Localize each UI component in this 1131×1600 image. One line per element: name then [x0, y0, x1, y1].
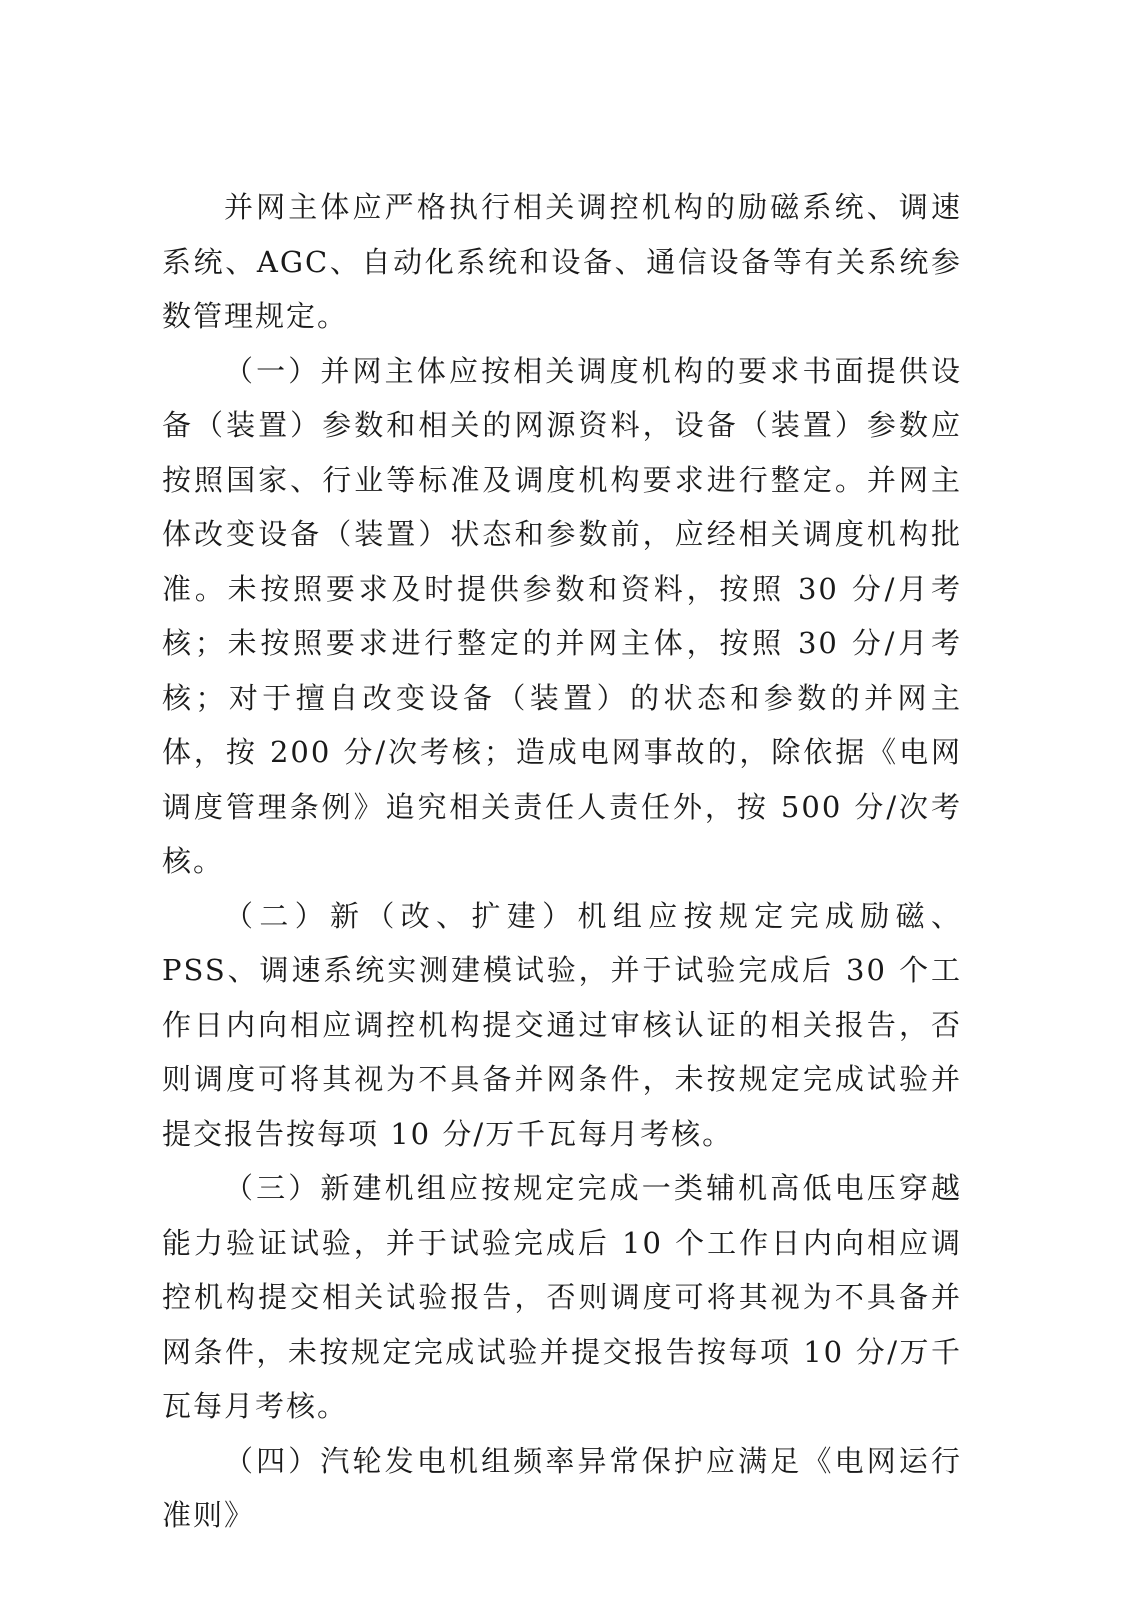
document-body	[162, 180, 962, 1543]
paragraph-item-1: （一）并网主体应按相关调度机构的要求书面提供设备（装置）参数和相关的网源资料，设备（装置）参数应按照国家、行业等标准及调度机构要求进行整定。并网主体改变设备（装置）状态和参数前，应经相关调度机构批准。未按照要求及时提供参数和资料，按照 30 分/月考核；未按照要求进行整定的并网主体，按照 30 分/月考核；对于擅自改变设备（装置）的状态和参数的并网主体，按 200 分/次考核；造成电网事故的，除依据《电网调度管理条例》追究相关责任人责任外，按 500 分/次考核。	[162, 353, 962, 878]
paragraph-item-4: （四）汽轮发电机组频率异常保护应满足《电网运行准则》	[162, 1443, 962, 1532]
paragraph-item-3: （三）新建机组应按规定完成一类辅机高低电压穿越能力验证试验，并于试验完成后 10 个工作日内向相应调控机构提交相关试验报告，否则调度可将其视为不具备并网条件，未按规定完成试验并提交报告按每项 10 分/万千瓦每月考核。	[162, 1171, 962, 1423]
paragraph-item-2: （二）新（改、扩建）机组应按规定完成励磁、PSS、调速系统实测建模试验，并于试验完成后 30 个工作日内向相应调控机构提交通过审核认证的相关报告，否则调度可将其视为不具备并网条件，未按规定完成试验并提交报告按每项 10 分/万千瓦每月考核。	[162, 898, 962, 1151]
paragraph-intro: 并网主体应严格执行相关调控机构的励磁系统、调速系统、AGC、自动化系统和设备、通信设备等有关系统参数管理规定。	[162, 190, 962, 333]
